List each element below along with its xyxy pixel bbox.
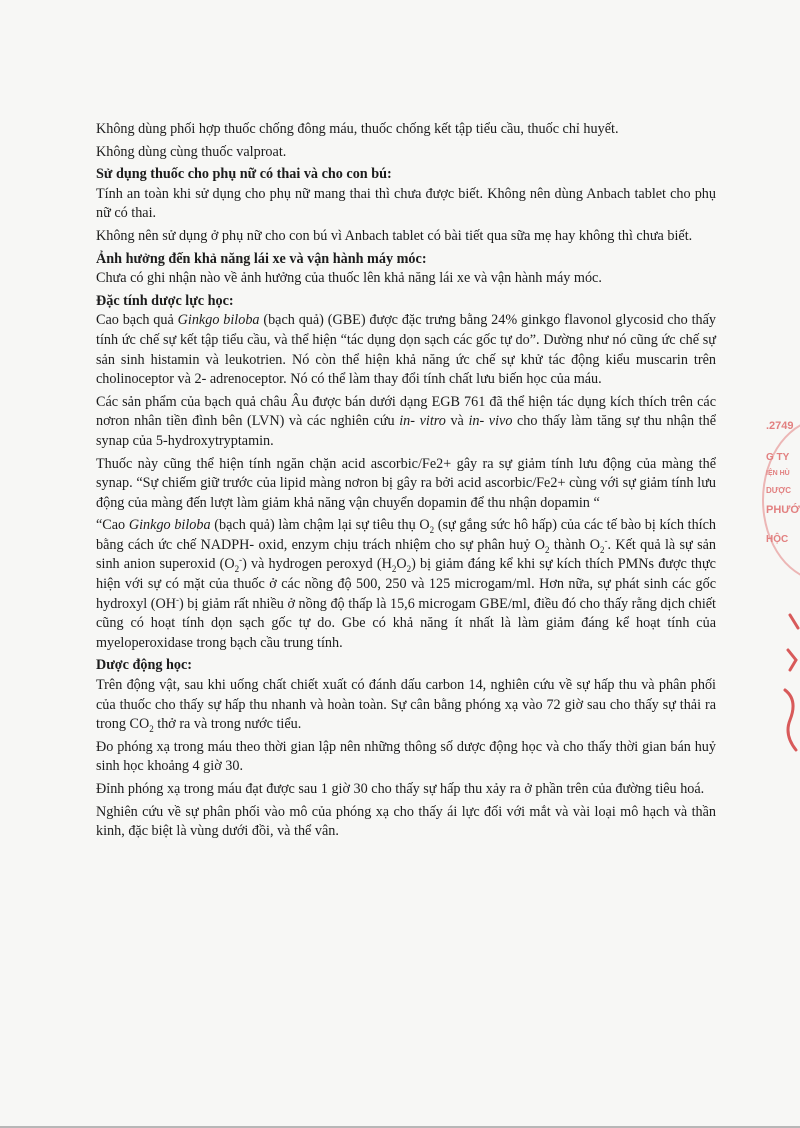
section-heading: Sử dụng thuốc cho phụ nữ có thai và cho con bú: <box>96 166 392 183</box>
body-paragraph <box>96 393 716 452</box>
subscript: 2 <box>391 564 397 575</box>
italic-term: in- vitro <box>399 413 446 430</box>
subscript: 2 <box>429 525 435 536</box>
body-paragraph: Không dùng phối hợp thuốc chống đông máu, thuốc chống kết tập tiểu cầu, thuốc chỉ huyết. <box>96 121 619 137</box>
stamp-ring <box>762 418 800 582</box>
text-run: (bạch quả) làm chậm lại sự tiêu thụ O <box>210 517 430 534</box>
text-run: Các sản phẩm của bạch quả châu Âu được bán dưới dạng EGB 761 đã thể hiện tác dụng kích thích trên các nơron nhân tiền đình bên (LVN) và các nghiên cứu <box>96 393 716 430</box>
text-run: O <box>396 556 407 573</box>
body-paragraph <box>96 516 716 653</box>
body-paragraph: Thuốc này cũng thể hiện tính ngăn chặn acid ascorbic/Fe2+ gây ra sự giảm tính lưu động của màng thể synap. “Sự chiếm giữ trước của lipid màng nơron bị gây ra bởi acid ascorbic/Fe2+ cùng với sự giảm tính lưu động của màng đến lượt làm giảm khả năng vận chuyển dopamin để thu nhận dopamin “ <box>96 455 716 511</box>
text-run: “Cao <box>96 517 129 534</box>
body-paragraph: Đỉnh phóng xạ trong máu đạt được sau 1 giờ 30 cho thấy sự hấp thu xảy ra ở phần trên của đường tiêu hoá. <box>96 781 705 797</box>
text-run: Trên động vật, sau khi uống chất chiết xuất có đánh dấu carbon 14, nghiên cứu về sự hấp thu và phân phối của thuốc cho thấy sự hấp thu nhanh và hoàn toàn. Sự cân bằng phóng xạ vào 72 giờ sau cho thấy sự thải ra trong CO <box>96 677 716 733</box>
superscript: - <box>604 535 608 546</box>
stamp-text: PHƯỚ <box>766 504 800 516</box>
signature-mark <box>760 610 800 760</box>
subscript: 2 <box>149 724 154 735</box>
text-run: ) bị giảm rất nhiều ở nồng độ thấp là 15,6 microgam GBE/ml, điều đó cho thấy rằng dịch chiết cũng có hoạt tính dọn sạch gốc tự do. Gbe có khả năng ít nhất là làm giảm đáng kể hoạt tính của myeloperoxidase trong bạch cầu trung tính. <box>96 595 716 651</box>
text-run: (sự gắng sức hô hấp) của các tế bào bị kích thích bằng cách ức chế NADPH- oxid, enzym chịu trách nhiệm cho sự phân huỷ O <box>96 517 716 553</box>
italic-term: in- vivo <box>468 413 513 430</box>
text-run: cho thấy làm tăng sự thu nhận thể synap của 5-hydroxytryptamin. <box>96 413 716 449</box>
text-run: thở ra và trong nước tiểu. <box>153 716 302 733</box>
body-paragraph <box>96 676 716 735</box>
body-paragraph: Không dùng cùng thuốc valproat. <box>96 143 287 160</box>
section-heading: Ảnh hưởng đến khả năng lái xe và vận hành máy móc: <box>96 250 427 267</box>
subscript: 2 <box>406 564 412 575</box>
superscript: - <box>239 554 243 565</box>
italic-term: Ginkgo biloba <box>177 312 260 329</box>
stamp-text: IỆN HÙ <box>766 470 790 477</box>
body-paragraph: Đo phóng xạ trong máu theo thời gian lập nên những thông số dược động học và cho thấy thời gian bán huỷ sinh học khoảng 4 giờ 30. <box>96 738 716 775</box>
superscript: - <box>176 593 180 604</box>
body-paragraph: Tính an toàn khi sử dụng cho phụ nữ mang thai thì chưa được biết. Không nên dùng Anbach tablet cho phụ nữ có thai. <box>96 185 716 222</box>
text-run: ) bị giảm đáng kể khi sự kích thích PMNs được thực hiện với sự có mặt của thuốc ở các nồng độ 500, 250 và 125 microgam/ml. Hơn nữa, sự phát sinh các gốc hydroxyl (OH <box>96 556 716 612</box>
section-heading: Đặc tính dược lực học: <box>96 292 234 309</box>
italic-term: Ginkgo biloba <box>128 517 211 534</box>
body-paragraph: Chưa có ghi nhận nào về ảnh hưởng của thuốc lên khả năng lái xe và vận hành máy móc. <box>96 270 602 287</box>
stamp-text: DƯỢC <box>766 486 792 495</box>
section-heading: Dược động học: <box>96 657 192 674</box>
document-body <box>96 120 716 845</box>
stamp-text: .2749 <box>766 420 794 432</box>
subscript: 2 <box>545 544 550 555</box>
text-run: (bạch quả) (GBE) được đặc trưng bằng 24% ginkgo flavonol glycosid cho thấy tính ức chế sự kết tập tiểu cầu, và thể hiện “tác dụng dọn sạch các gốc tự do”. Dường như nó cũng ức chế sự sản sinh histamin và leukotrien. Nó còn thể hiện khả năng ức chế sự khử tác động kiểu muscarin trên cholinoceptor và 2- adrenoceptor. Nó có thể làm thay đổi tính chất lưu biến học của máu. <box>96 312 717 388</box>
body-paragraph: Nghiên cứu về sự phân phối vào mô của phóng xạ cho thấy ái lực đối với mắt và vài loại mô hạch và thần kinh, đặc biệt là vùng dưới đồi, và thể vân. <box>96 803 716 840</box>
stamp-text: HỘC <box>766 534 789 545</box>
subscript: 2 <box>599 544 605 555</box>
text-run: . Kết quả là sự sản sinh anion superoxid (O <box>96 536 716 573</box>
text-run: thành O <box>549 536 600 553</box>
stamp-text: G TY <box>766 452 790 463</box>
official-stamp-fragment <box>762 418 800 598</box>
body-paragraph: Không nên sử dụng ở phụ nữ cho con bú vì Anbach tablet có bài tiết qua sữa mẹ hay không thì chưa biết. <box>96 227 693 244</box>
text-run: và <box>445 413 469 430</box>
subscript: 2 <box>234 564 240 575</box>
text-run: ) và hydrogen peroxyd (H <box>242 556 392 573</box>
text-run: Cao bạch quả <box>96 312 178 329</box>
body-paragraph <box>96 311 716 389</box>
